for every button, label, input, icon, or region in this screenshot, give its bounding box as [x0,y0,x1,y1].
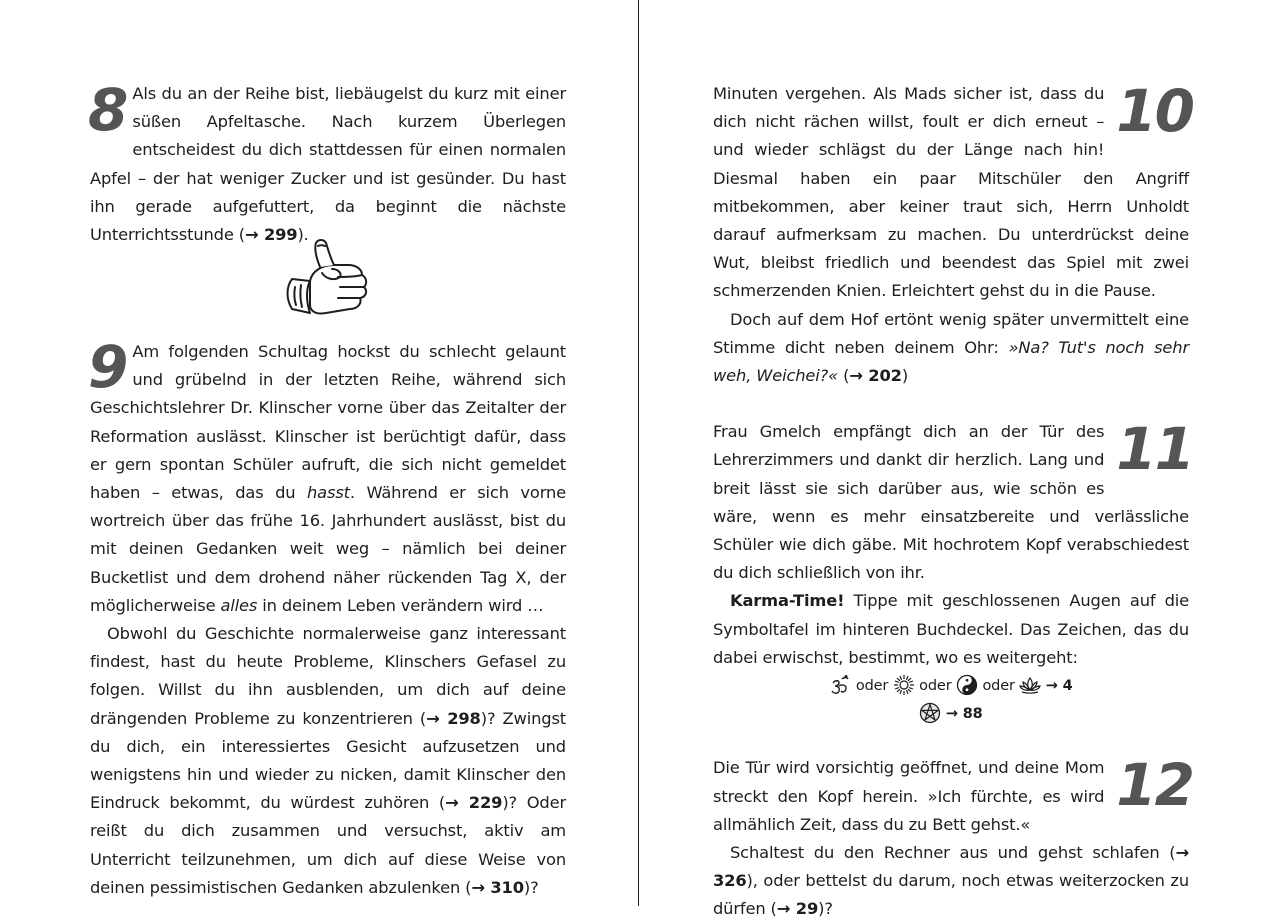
section-number-12: 12 [1116,751,1193,820]
reference-299: → 299 [244,225,298,245]
section-11 [713,415,1193,728]
section-10-paragraph-1: Minuten vergehen. Als Mads sicher ist, dass du dich nicht rächen willst, foult er dich erneut – und wieder schlägst du der Länge nach hin! Diesmal haben ein paar Mitschüler den Angriff mitbekommen, aber keiner traut sich, Herrn Unholdt darauf aufmerksam zu machen. Du unterdrückst deine Wut, bleibst friedlich und beendest das Spiel mit zwei schmerzenden Knien. Erleichtert gehst du in die Pause. [713,84,1189,301]
karma-time-label: Karma-Time! [730,591,845,611]
section-9-paragraph-2: Obwohl du Geschichte normalerweise ganz interessant findest, hast du heute Probleme, Klinschers Gefasel zu folgen. Willst du ihn ausblenden, um dich auf deine drängenden Probleme zu konzentrieren (→ 298)? Zwingst du dich, ein interessiertes Gesicht aufzusetzen und wenigstens hin und wieder zu nicken, damit Klinscher den Eindruck bekommt, du würdest zuhören (→ 229)? Oder reißt du dich zusammen und versuchst, aktiv am Unterricht teilzunehmen, um dich auf diese Weise von deinen pessimistischen Gedanken abzulenken (→ 310)? [90,624,567,897]
section-12-paragraph-2: Schaltest du den Rechner aus und gehst schlafen (→ 326), oder bettelst du darum, noch etwas weiterzocken zu dürfen (→ 29)? [713,843,1189,919]
section-12 [713,751,1193,923]
reference-298: → 298 [426,708,481,728]
section-9 [88,333,567,902]
karma-target-88: → 88 [945,706,983,723]
lotus-icon [1019,674,1041,696]
pentagram-icon [919,702,941,724]
reference-326: → 326 [713,843,1189,891]
section-11-paragraph-2: Karma-Time! Tippe mit geschlossenen Augen auf die Symboltafel im hinteren Buchdeckel. Das Zeichen, das du dabei erwischst, bestimmt, wo es weitergeht: [713,591,1189,667]
section-number-9: 9 [88,333,127,401]
section-8 [88,76,566,245]
om-icon [829,674,851,696]
right-page [713,77,1193,924]
reference-202: → 202 [849,366,902,386]
yin-yang-icon [956,674,978,696]
section-8-text: Als du an der Reihe bist, liebäugelst du kurz mit einer süßen Apfeltasche. Nach kurzem Überlegen entscheidest du dich stattdessen für einen normalen Apfel – der hat weniger Zucker und ist gesünder. Du hast ihn gerade aufgefuttert, da beginnt die nächste Unterrichtsstunde (→ 299). [90,84,566,245]
section-10-paragraph-2: Doch auf dem Hof ertönt wenig später unvermittelt eine Stimme dicht neben deinem Ohr: »Na? Tut's noch sehr weh, Weichei?« (→ 202) [713,309,1190,386]
sun-icon [893,674,915,696]
section-12-paragraph-1: Die Tür wird vorsichtig geöffnet, und deine Mom streckt den Kopf herein. »Ich fürchte, es wird allmählich Zeit, dass du zu Bett gehst.« [713,758,1105,834]
section-10 [713,77,1193,390]
reference-310: → 310 [471,877,524,897]
section-number-11: 11 [1116,415,1193,484]
reference-229: → 229 [445,793,503,813]
section-number-10: 10 [1116,77,1193,145]
karma-target-4: → 4 [1045,678,1073,695]
karma-symbols-row-2 [713,700,1189,728]
section-11-paragraph-1: Frau Gmelch empfängt dich an der Tür des Lehrerzimmers und dankt dir herzlich. Lang und breit lässt sie sich darüber aus, wie schön es wäre, wenn es mehr einsatzbereite und verlässliche Schüler wie dich gäbe. Mit hochrotem Kopf verabschiedest du dich schließlich von ihr. [713,422,1189,583]
reference-29: → 29 [776,899,819,919]
section-number-8: 8 [88,76,127,144]
page-gutter-line [638,0,639,906]
left-page [88,76,567,902]
karma-symbols-row-1: oder oder oder → 4 [713,672,1189,700]
section-9-paragraph-1: Am folgenden Schultag hockst du schlecht gelaunt und grübelnd in der letzten Reihe, während sich Geschichtslehrer Dr. Klinscher vorne über das Zeitalter der Reformation auslässt. Klinscher ist berüchtigt dafür, dass er gern spontan Schüler aufruft, die sich nicht gemeldet haben – etwas, das du hasst. Während er sich vorne wortreich über das frühe 16. Jahrhundert auslässt, bist du mit deinen Gedanken weit weg – nämlich bei deiner Bucketlist und dem drohend näher rückenden Tag X, der möglicherweise alles in deinem Leben verändern wird … [90,342,566,615]
